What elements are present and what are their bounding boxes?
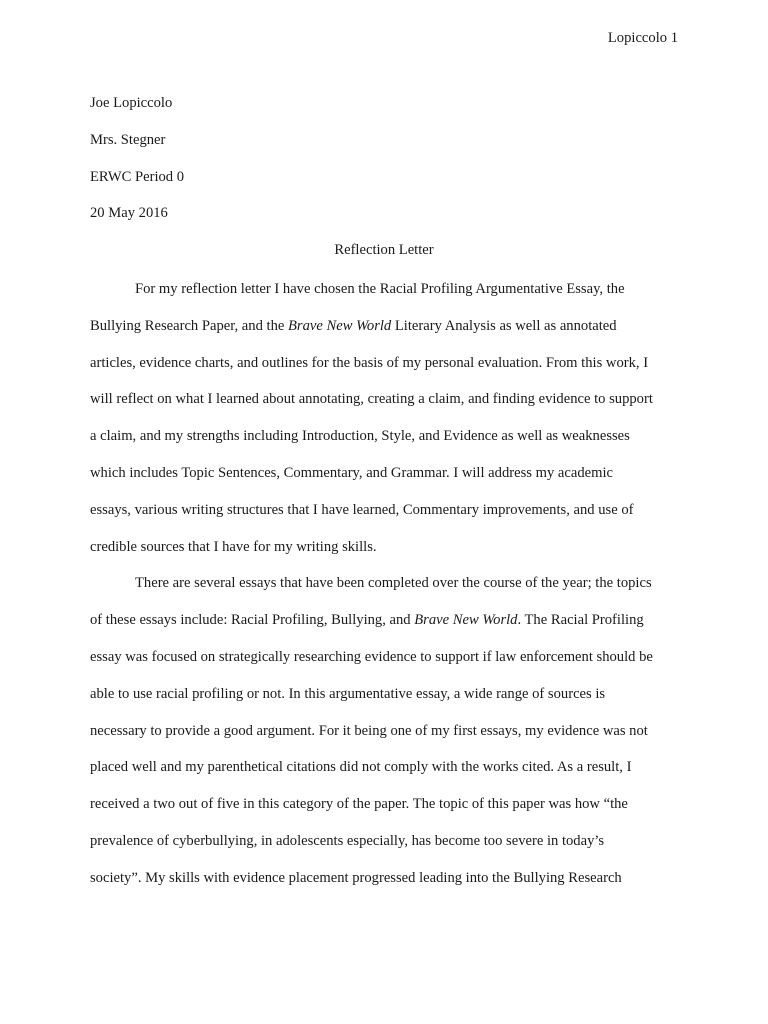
text-line: [90, 381, 680, 418]
text-run: There are several essays that have been completed over the course of the year; the topics: [135, 575, 652, 592]
text-line: [90, 271, 680, 308]
text-line: [90, 565, 680, 602]
text-line: [90, 308, 680, 345]
running-head: Lopiccolo 1: [607, 30, 678, 46]
student-name: Joe Lopiccolo: [90, 95, 173, 111]
document-title: Reflection Letter: [334, 242, 434, 258]
text-line: [90, 786, 680, 823]
text-line: [90, 602, 680, 639]
text-run: will reflect on what I learned about annotating, creating a claim, and finding evidence to support: [90, 391, 653, 408]
text-run: . The Racial Profiling: [517, 612, 644, 629]
text-run: placed well and my parenthetical citations did not comply with the works cited. As a result, I: [90, 759, 632, 776]
italic-title: Brave New World: [288, 317, 392, 334]
text-line: [90, 418, 680, 455]
text-line: [90, 676, 680, 713]
text-run: Literary Analysis as well as annotated: [391, 317, 617, 334]
text-run: of these essays include: Racial Profiling, Bullying, and: [90, 612, 415, 629]
text-run: necessary to provide a good argument. For it being one of my first essays, my evidence was not: [90, 722, 648, 739]
text-run: essays, various writing structures that I have learned, Commentary improvements, and use of: [90, 501, 634, 518]
text-line: [90, 860, 680, 897]
text-run: received a two out of five in this category of the paper. The topic of this paper was how “the: [90, 796, 628, 813]
text-run: articles, evidence charts, and outlines for the basis of my personal evaluation. From this work, I: [90, 354, 649, 371]
text-run: prevalence of cyberbullying, in adolescents especially, has become too severe in today’s: [90, 832, 605, 849]
paragraph: [90, 271, 680, 565]
text-line: [90, 345, 680, 382]
teacher-name: Mrs. Stegner: [90, 132, 166, 148]
text-line: [90, 492, 680, 529]
course-name: ERWC Period 0: [90, 169, 185, 185]
text-run: which includes Topic Sentences, Commentary, and Grammar. I will address my academic: [90, 464, 613, 481]
body-text: [90, 271, 680, 897]
text-run: Bullying Research Paper, and the: [90, 317, 288, 334]
text-line: [90, 823, 680, 860]
text-run: a claim, and my strengths including Introduction, Style, and Evidence as well as weaknesses: [90, 428, 630, 445]
text-line: [90, 529, 680, 566]
text-run: For my reflection letter I have chosen the Racial Profiling Argumentative Essay, the: [135, 281, 625, 297]
text-run: able to use racial profiling or not. In this argumentative essay, a wide range of sources is: [90, 685, 606, 702]
text-line: [90, 455, 680, 492]
paragraph: [90, 565, 680, 896]
text-line: [90, 713, 680, 750]
text-run: society”. My skills with evidence placement progressed leading into the Bullying Research: [90, 869, 622, 886]
text-line: [90, 639, 680, 676]
date: 20 May 2016: [90, 205, 168, 221]
italic-title: Brave New World: [414, 612, 518, 629]
text-run: essay was focused on strategically researching evidence to support if law enforcement should be: [90, 648, 653, 665]
text-run: credible sources that I have for my writing skills.: [90, 538, 377, 555]
text-line: [90, 749, 680, 786]
